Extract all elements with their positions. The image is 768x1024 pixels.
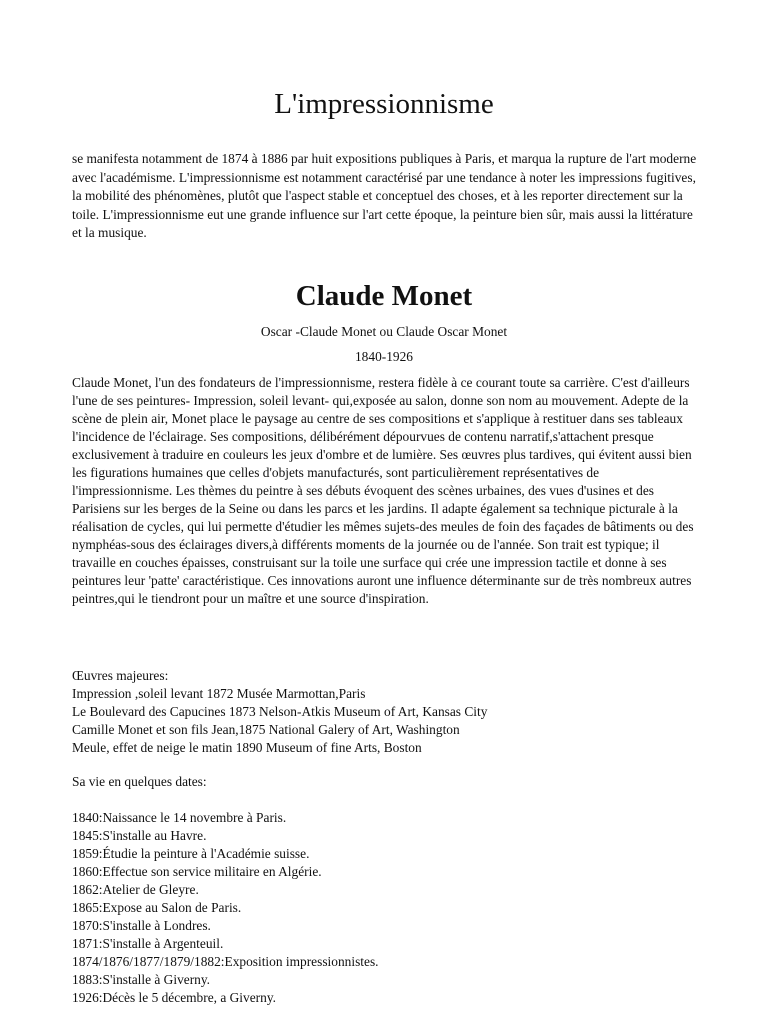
timeline-heading: Sa vie en quelques dates: xyxy=(72,774,207,789)
monet-title: Claude Monet xyxy=(295,280,473,312)
list-item: 1860:Effectue son service militaire en Algérie. xyxy=(72,864,322,879)
monet-lifespan: 1840-1926 xyxy=(354,349,414,364)
list-item: 1871:S'installe à Argenteuil. xyxy=(72,936,224,951)
list-item: 1926:Décès le 5 décembre, a Giverny. xyxy=(72,990,276,1005)
list-item: 1865:Expose au Salon de Paris. xyxy=(72,900,242,915)
monet-full-name: Oscar -Claude Monet ou Claude Oscar Monet xyxy=(260,324,508,339)
list-item: Camille Monet et son fils Jean,1875 National Galery of Art, Washington xyxy=(72,722,460,737)
list-item: 1840:Naissance le 14 novembre à Paris. xyxy=(72,810,287,825)
list-item: 1870:S'installe à Londres. xyxy=(72,918,211,933)
timeline-list xyxy=(72,809,692,1007)
list-item: 1845:S'installe au Havre. xyxy=(72,828,207,843)
major-works-list xyxy=(72,667,692,757)
impressionnisme-title: L'impressionnisme xyxy=(274,88,494,120)
list-item: Impression ,soleil levant 1872 Musée Marmottan,Paris xyxy=(72,686,366,701)
major-works-heading: Œuvres majeures: xyxy=(72,668,169,683)
list-item: Le Boulevard des Capucines 1873 Nelson-Atkis Museum of Art, Kansas City xyxy=(72,704,488,719)
list-item: 1859:Étudie la peinture à l'Académie suisse. xyxy=(72,846,310,861)
list-item: 1874/1876/1877/1879/1882:Exposition impressionnistes. xyxy=(72,954,379,969)
monet-biography: Claude Monet, l'un des fondateurs de l'impressionnisme, restera fidèle à ce courant toute sa carrière. C'est d'ailleurs l'une de ses peintures- Impression, soleil levant- qui,exposée au salon, donne son nom au mouvement. Adepte de la scène de plein air, Monet place le paysage au centre de ses compositions et s'applique à restituer dans ses tableaux l'incidence de l'éclairage. Ses compositions, délibérément dépourvues de contenu narratif,s'attachent presque exclusivement à traduire en couleurs les jeux d'ombre et de lumière. Ses œuvres plus tardives, qui évitent aussi bien les figurations humaines que celles d'objets manufacturés, sont particulièrement représentatives de l'impressionnisme. Les thèmes du peintre à ses débuts évoquent des scènes urbaines, des vues d'usines et des Parisiens sur les berges de la Seine ou dans les parcs et les jardins. Il adapte également sa technique picturale à la réalisation de cycles, qui lui permette d'étudier les mêmes sujets-des meules de foin des façades de bâtiments ou des nymphéas-sous des éclairages divers,à différents moments de la journée ou de l'année. Son trait est typique; il travaille en couches épaisses, construisant sur la toile une surface qui crée une impression tactile et donne à ses peintures leur 'patte' caractéristique. Ces innovations auront une influence déterminante sur de très nombreux autres peintres,qui le tiendront pour un maître et une source d'inspiration. xyxy=(72,375,694,606)
list-item: Meule, effet de neige le matin 1890 Museum of fine Arts, Boston xyxy=(72,740,422,755)
list-item: 1862:Atelier de Gleyre. xyxy=(72,882,199,897)
impressionnisme-paragraph: se manifesta notamment de 1874 à 1886 par huit expositions publiques à Paris, et marqua la rupture de l'art moderne avec l'académisme. L'impressionnisme est notamment caractérisé par une tendance à noter les impressions fugitives, la mobilité des phénomènes, plutôt que l'aspect stable et conceptuel des choses, et à les reporter directement sur la toile. L'impressionnisme eut une grande influence sur l'art cette époque, la peinture bien sûr, mais aussi la littérature et la musique. xyxy=(72,151,697,240)
list-item: 1883:S'installe à Giverny. xyxy=(72,972,211,987)
